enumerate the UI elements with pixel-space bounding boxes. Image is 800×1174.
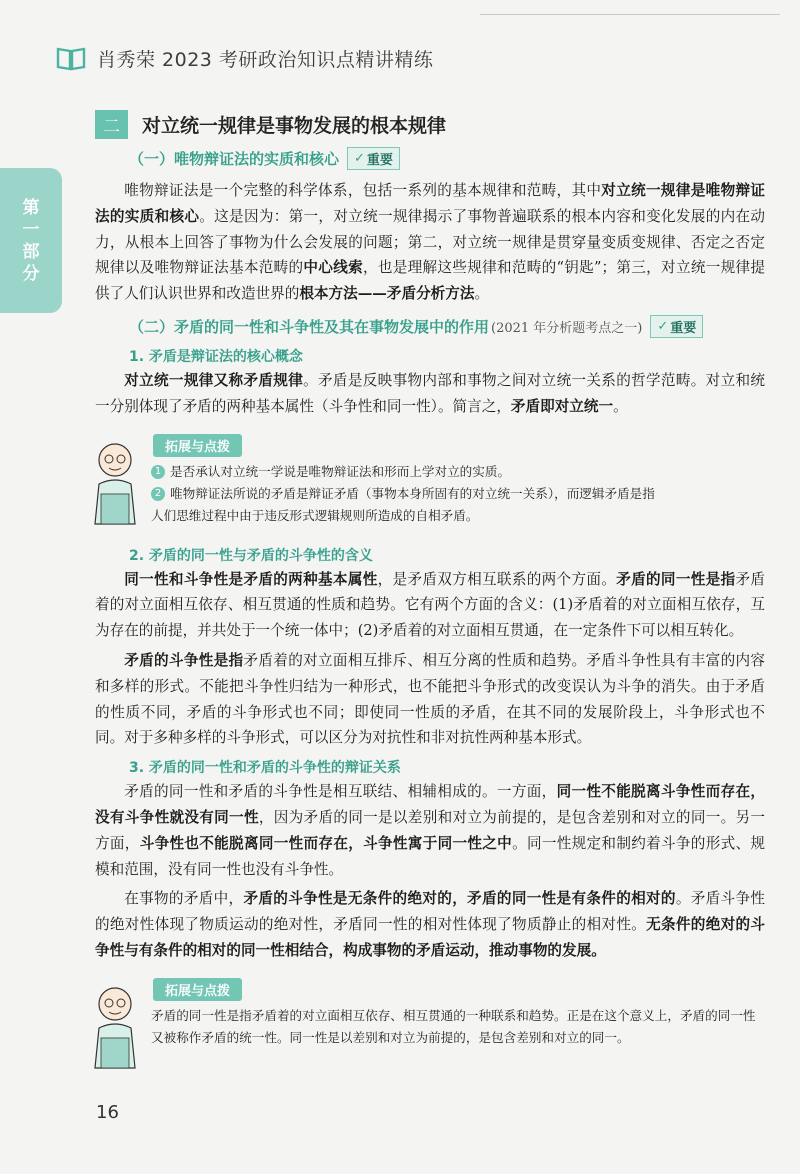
important-tag: ✓ 重要 bbox=[650, 315, 703, 338]
paragraph: 在事物的矛盾中，矛盾的斗争性是无条件的绝对的，矛盾的同一性是有条件的相对的。矛盾斗争性的绝对性体现了物质运动的绝对性，矛盾同一性的相对性体现了物质静止的相对性。无条件的绝对的斗争性与有条件的相对的同一性相结合，构成事物的矛盾运动，推动事物的发展。 bbox=[95, 890, 765, 959]
author-figure-icon bbox=[85, 978, 147, 1078]
point-heading-1: 1. 矛盾是辩证法的核心概念 bbox=[129, 348, 303, 365]
book-title: 肖秀荣 2023 考研政治知识点精讲精练 bbox=[97, 48, 434, 71]
number-2-icon: 2 bbox=[151, 487, 165, 501]
paragraph: 唯物辩证法是一个完整的科学体系，包括一系列的基本规律和范畴，其中对立统一规律是唯物辩证法的实质和核心。这是因为：第一，对立统一规律揭示了事物普遍联系的根本内容和变化发展的内在动力，从根本上回答了事物为什么会发展的问题；第二，对立统一规律是贯穿量变质变规律、否定之否定规律以及唯物辩证法基本范畴的中心线索，也是理解这些规律和范畴的“钥匙”；第三，对立统一规律提供了人们认识世界和改造世界的根本方法——矛盾分析方法。 bbox=[95, 182, 765, 303]
tip-box-1: 拓展与点拨 1 是否承认对立统一学说是唯物辩证法和形而上学对立的实质。 2 唯物辩证法所说的矛盾是辩证矛盾（事物本身所固有的对立统一关系），而逻辑矛盾是指 人们思维过程中由于违反形式逻辑规则所造成的自相矛盾。 bbox=[85, 434, 765, 527]
paragraph: 同一性和斗争性是矛盾的两种基本属性，是矛盾双方相互联系的两个方面。矛盾的同一性是指矛盾着的对立面相互依存、相互贯通的性质和趋势。它有两个方面的含义：(1)矛盾着的对立面相互依存，互为存在的前提，并共处于一个统一体中；(2)矛盾着的对立面相互贯通，在一定条件下可以相互转化。 bbox=[95, 570, 765, 640]
book-icon bbox=[55, 42, 87, 74]
author-figure-icon bbox=[85, 434, 147, 534]
top-rule bbox=[480, 14, 780, 21]
tip-text: 矛盾的同一性是指矛盾着的对立面相互依存、相互贯通的一种联系和趋势。正是在这个意义上，矛盾的同一性又被称作矛盾的统一性。同一性是以差别和对立为前提的，是包含差别和对立的同一。 bbox=[151, 1007, 756, 1045]
subsection-heading-2: （二）矛盾的同一性和斗争性及其在事物发展中的作用 (2021 年分析题考点之一) ✓ 重要 bbox=[129, 315, 765, 338]
page-content bbox=[95, 100, 765, 1086]
number-1-icon: 1 bbox=[151, 465, 165, 479]
subsection-heading-1: （一）唯物辩证法的实质和核心 ✓ 重要 bbox=[129, 147, 765, 170]
page-number: 16 bbox=[96, 1102, 119, 1123]
check-icon: ✓ bbox=[354, 151, 365, 166]
section-title: 对立统一规律是事物发展的根本规律 bbox=[142, 115, 447, 137]
tip-title: 拓展与点拨 bbox=[153, 434, 242, 457]
point-heading-2: 2. 矛盾的同一性与矛盾的斗争性的含义 bbox=[129, 547, 373, 564]
exam-note: (2021 年分析题考点之一) bbox=[491, 320, 643, 336]
tip-title: 拓展与点拨 bbox=[153, 978, 242, 1001]
paragraph: 矛盾的同一性和矛盾的斗争性是相互联结、相辅相成的。一方面，同一性不能脱离斗争性而存在，没有斗争性就没有同一性，因为矛盾的同一是以差别和对立为前提的，是包含差别和对立的同一。另一方面，斗争性也不能脱离同一性而存在，斗争性寓于同一性之中。同一性规定和制约着斗争的形式、规模和范围，没有同一性也没有斗争性。 bbox=[95, 783, 765, 878]
check-icon: ✓ bbox=[657, 318, 669, 334]
point-heading-3: 3. 矛盾的同一性和矛盾的斗争性的辩证关系 bbox=[129, 760, 401, 777]
tip-box-2 bbox=[85, 978, 765, 1068]
paragraph: 对立统一规律又称矛盾规律。矛盾是反映事物内部和事物之间对立统一关系的哲学范畴。对立和统一分别体现了矛盾的两种基本属性（斗争性和同一性）。简言之，矛盾即对立统一。 bbox=[95, 371, 765, 415]
part-tab: 第 一 部 分 bbox=[0, 168, 62, 313]
section-number: 二 bbox=[95, 110, 128, 139]
paragraph: 矛盾的斗争性是指矛盾着的对立面相互排斥、相互分离的性质和趋势。矛盾斗争性具有丰富的内容和多样的形式。不能把斗争性归结为一种形式，也不能把斗争形式的改变误认为斗争的消失。由于矛盾的性质不同，矛盾的斗争形式也不同；即使同一性质的矛盾，在其不同的发展阶段上，斗争形式也不同。对于多种多样的斗争形式，可以区分为对抗性和非对抗性两种基本形式。 bbox=[95, 651, 765, 747]
page-header bbox=[55, 40, 433, 76]
important-tag: ✓ 重要 bbox=[347, 147, 400, 170]
section-heading bbox=[95, 110, 765, 139]
